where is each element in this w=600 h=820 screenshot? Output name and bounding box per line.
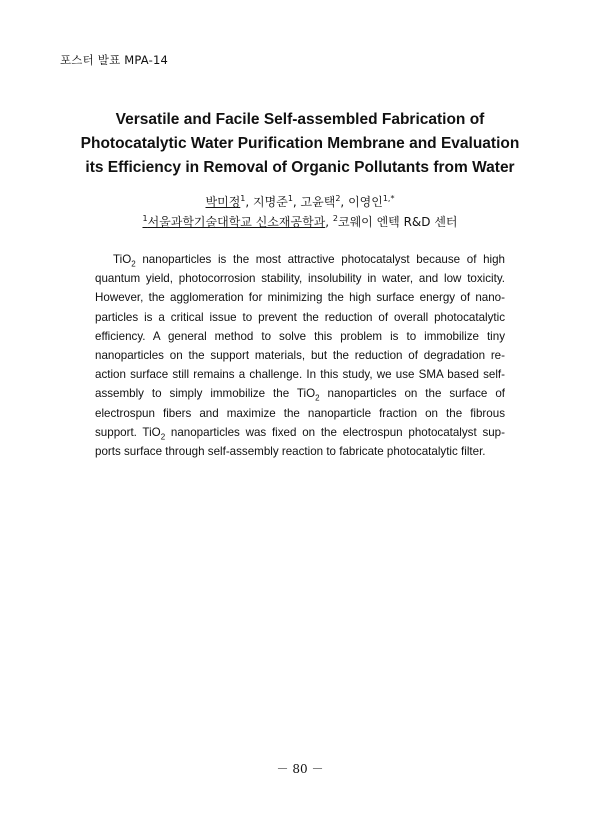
affiliation [142,215,325,229]
paper-title [40,108,560,180]
abstract-subscript: 2 [315,393,320,403]
title-line: its Efficiency in Removal of Organic Pollutants from Water [85,159,515,176]
author-separator: , [245,195,254,209]
affiliation-separator: , [325,215,333,229]
affiliation-mark: 1 [142,214,148,223]
abstract-text: nanoparticles was fixed on the electrospun photocatalyst sup-ports surface through self-assembly reaction to fabricate photocatalytic filter. [95,425,505,459]
page-number: － 80 － [276,762,324,776]
author-affiliation-mark: 1 [240,194,246,203]
affiliation-list [40,212,560,232]
authors-block [40,192,560,232]
abstract-text: nanoparticles on the surface of electrospun fibers and maximize the nanoparticle fraction on the fibrous support. TiO [95,387,505,439]
author-separator: , [340,195,349,209]
author-affiliation-mark: 1 [287,194,293,203]
abstract [95,250,505,461]
affiliation-text: 코웨이 엔텍 R&D 센터 [338,215,458,229]
author-affiliation-mark: 1,* [382,194,395,203]
author-name: 이영인 [348,195,383,209]
title-line: Photocatalytic Water Purification Membrane and Evaluation [80,135,520,152]
abstract-text: TiO [113,253,132,266]
author-affiliation-mark: 2 [335,194,341,203]
affiliation-mark: 2 [332,214,338,223]
author-list [40,192,560,212]
author-separator: , [292,195,301,209]
abstract-paragraph [95,250,505,461]
header-label: 포스터 발표 MPA-14 [60,53,168,67]
abstract-text: nanoparticles is the most attractive photocatalyst because of high quantum yield, photocorrosion stability, insolubility in water, and low toxicity. However, the agglomeration for minimizing the high surface energy of nano-particles is a critical issue to prevent the reduction of overall photocatalytic efficiency. A general method to solve this problem is to immobilize tiny nanoparticles on the support materials, but the reduction of degradation re-action surface still remains a challenge. In this study, we use SMA based self-assembly to simply immobilize the TiO [95,253,505,401]
affiliation-text: 서울과학기술대학교 신소재공학과 [147,215,326,229]
author-name: 지명준 [253,195,288,209]
title-line: Versatile and Facile Self-assembled Fabrication of [115,111,485,128]
abstract-subscript: 2 [131,259,136,269]
author-name: 박미정 [205,195,241,209]
author-name: 고윤택 [300,195,336,209]
abstract-subscript: 2 [160,432,166,442]
